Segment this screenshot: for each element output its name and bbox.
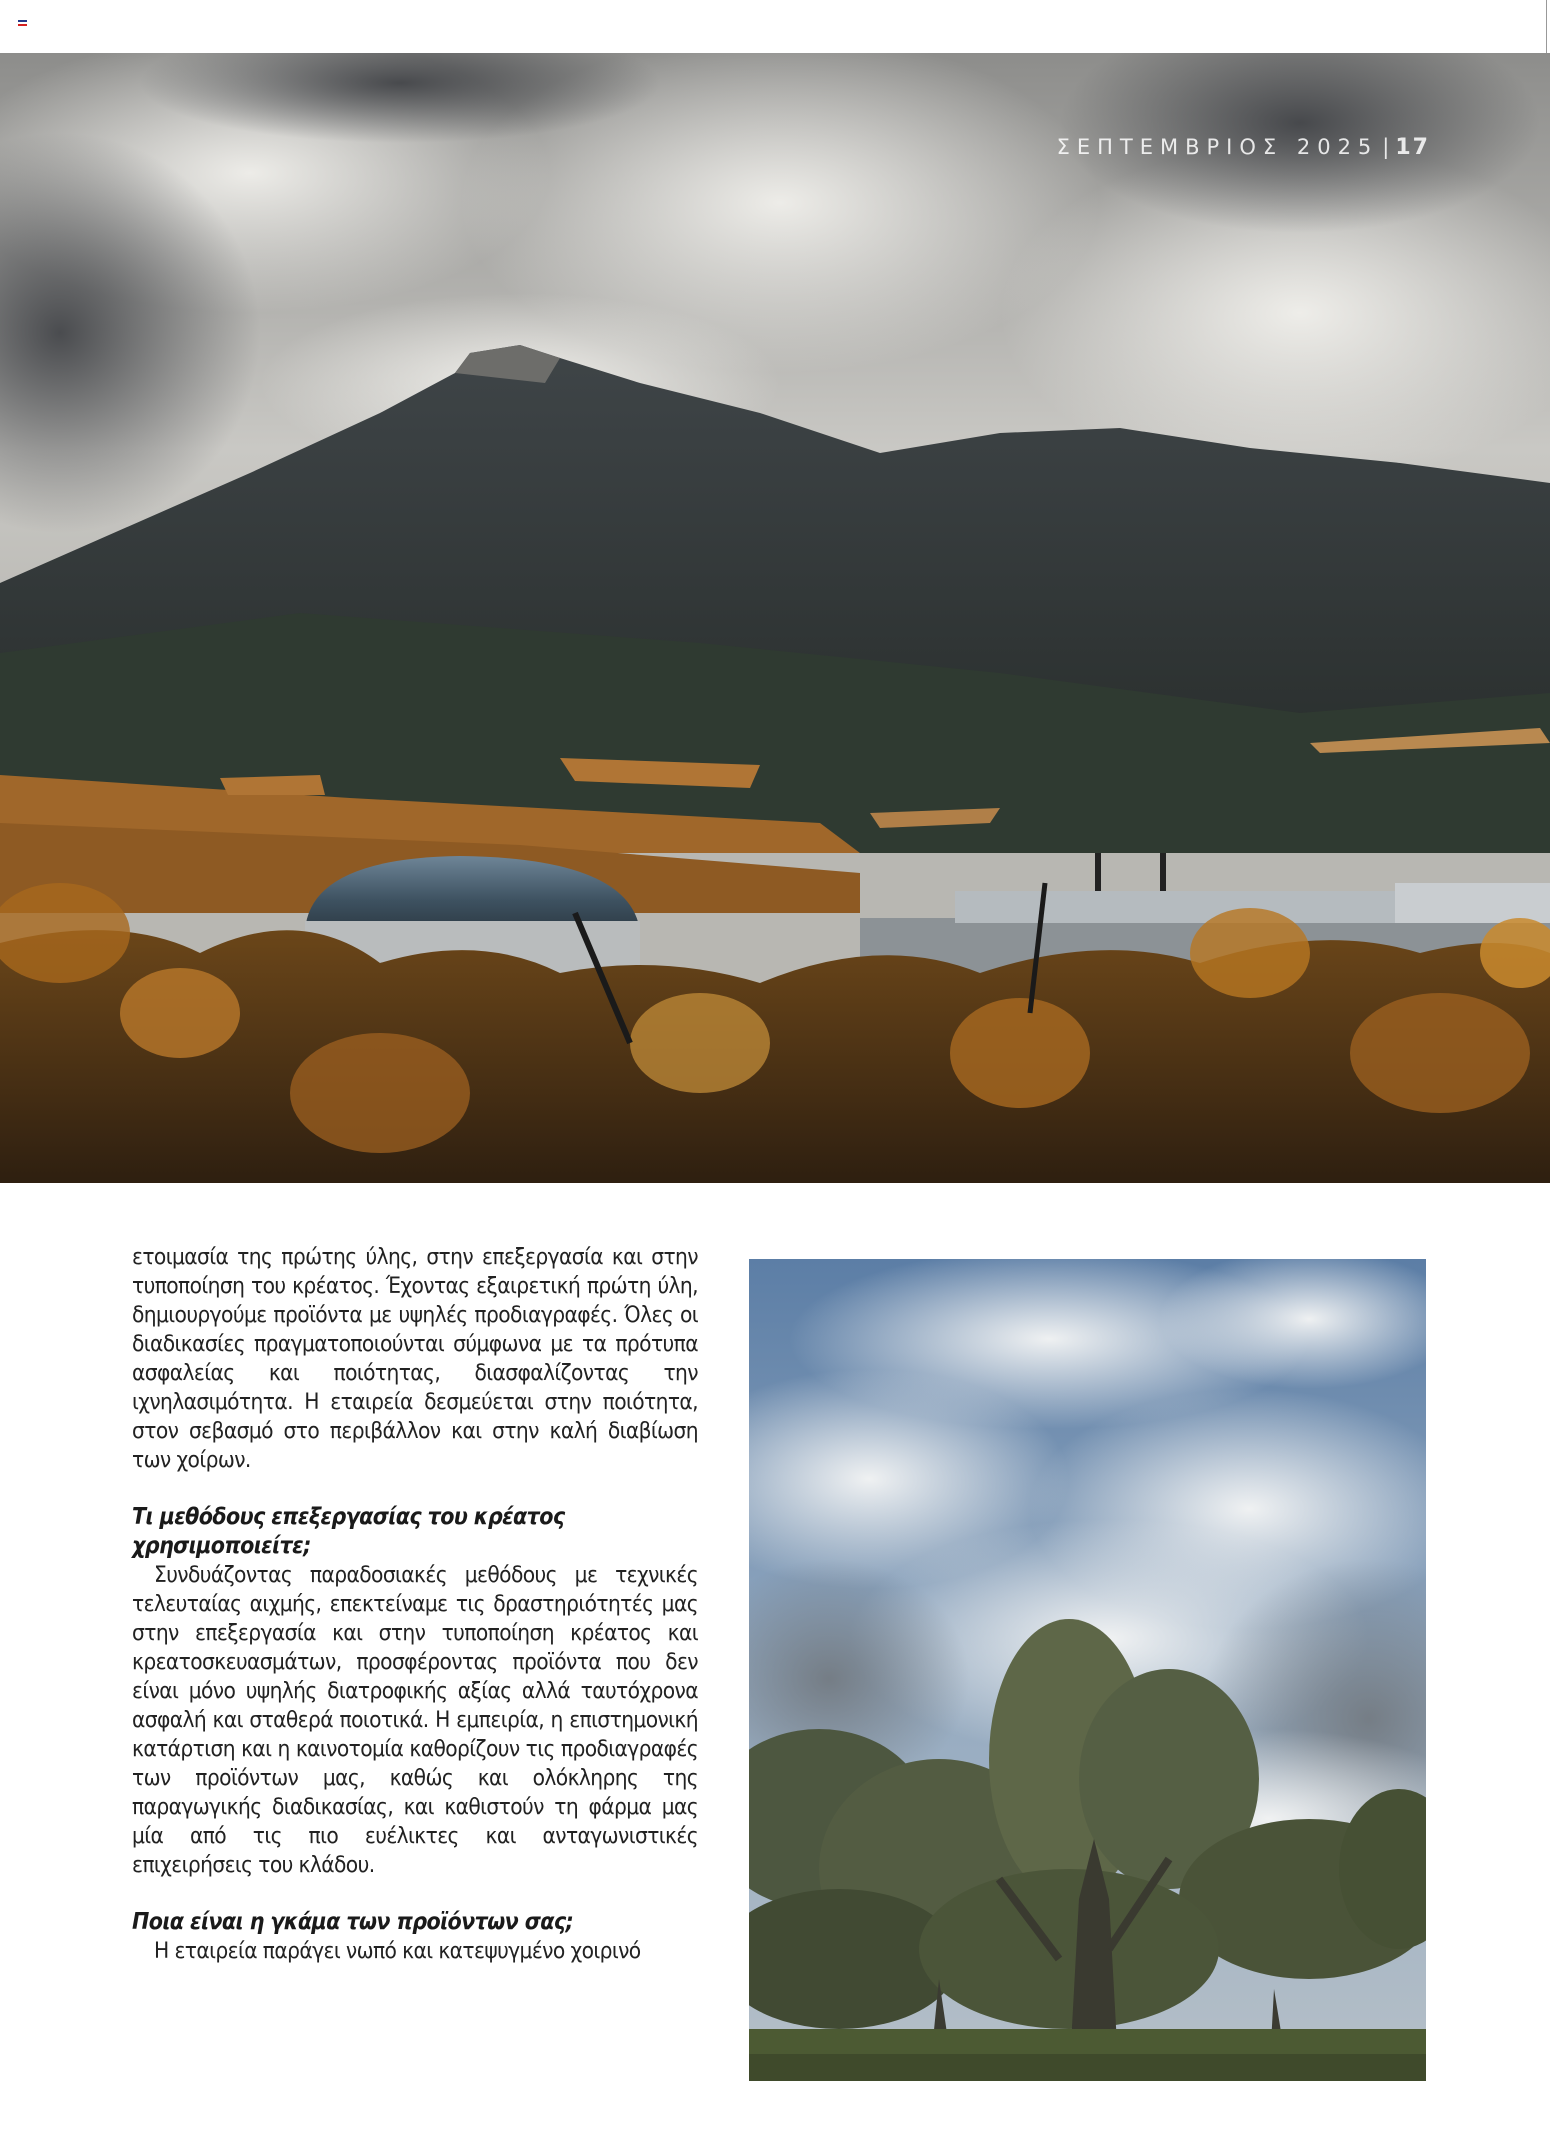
article-question-heading: Ποια είναι η γκάμα των προϊόντων σας;	[132, 1909, 574, 1935]
article-paragraph: ετοιμασία της πρώτης ύλης, στην επεξεργασία και στην τυποποίηση του κρέατος. Έχοντας εξαιρετική πρώτη ύλη, δημιουργούμε προϊόντα με υψηλές προδιαγραφές. Όλες οι διαδικασίες πραγματοποιούνται σύμφωνα με τα πρότυπα ασφαλείας και ποιότητας, διασφαλίζοντας την ιχνηλασιμότητα. Η εταιρεία δεσμεύεται στην ποιότητα, στον σεβασμό στο περιβάλλον και στην καλή διαβίωση των χοίρων.	[132, 1244, 698, 1473]
page-edge-divider	[1546, 0, 1547, 53]
olive-trees-illustration	[749, 1259, 1426, 2081]
article-body	[132, 1243, 698, 1966]
article-paragraph: Συνδυάζοντας παραδοσιακές μεθόδους με τεχνικές τελευταίας αιχμής, επεκτείναμε τις δραστηριότητές μας στην επεξεργασία και στην τυποποίηση κρέατος και κρεατοσκευασμάτων, προσφέροντας προϊόντα που δεν είναι μόνο υψηλής διατροφικής αξίας αλλά ταυτόχρονα ασφαλή και σταθερά ποιοτικά. Η εμπειρία, η επιστημονική κατάρτιση και η καινοτομία καθορίζουν τις προδιαγραφές των προϊόντων μας, καθώς και ολόκληρης της παραγωγικής διαδικασίας, και καθιστούν τη φάρμα μας μία από τις πιο ευέλικτες και ανταγωνιστικές επιχειρήσεις του κλάδου.	[132, 1562, 698, 1878]
mountain-vineyard-photo	[0, 53, 1550, 1183]
top-bar	[0, 0, 1550, 53]
olive-trees-photo	[749, 1259, 1426, 2081]
menu-icon[interactable]	[18, 20, 27, 27]
page-number: 17	[1395, 135, 1430, 160]
hero-photo	[0, 53, 1550, 1183]
issue-date: ΣΕΠΤΕΜΒΡΙΟΣ 2025	[1056, 135, 1379, 159]
issue-separator: |	[1382, 135, 1390, 159]
issue-info	[1057, 135, 1430, 160]
article-paragraph: Η εταιρεία παράγει νωπό και κατεψυγμένο χοιρινό	[154, 1938, 641, 1964]
article-question-heading: Τι μεθόδους επεξεργασίας του κρέατος χρησιμοποιείτε;	[132, 1504, 565, 1559]
